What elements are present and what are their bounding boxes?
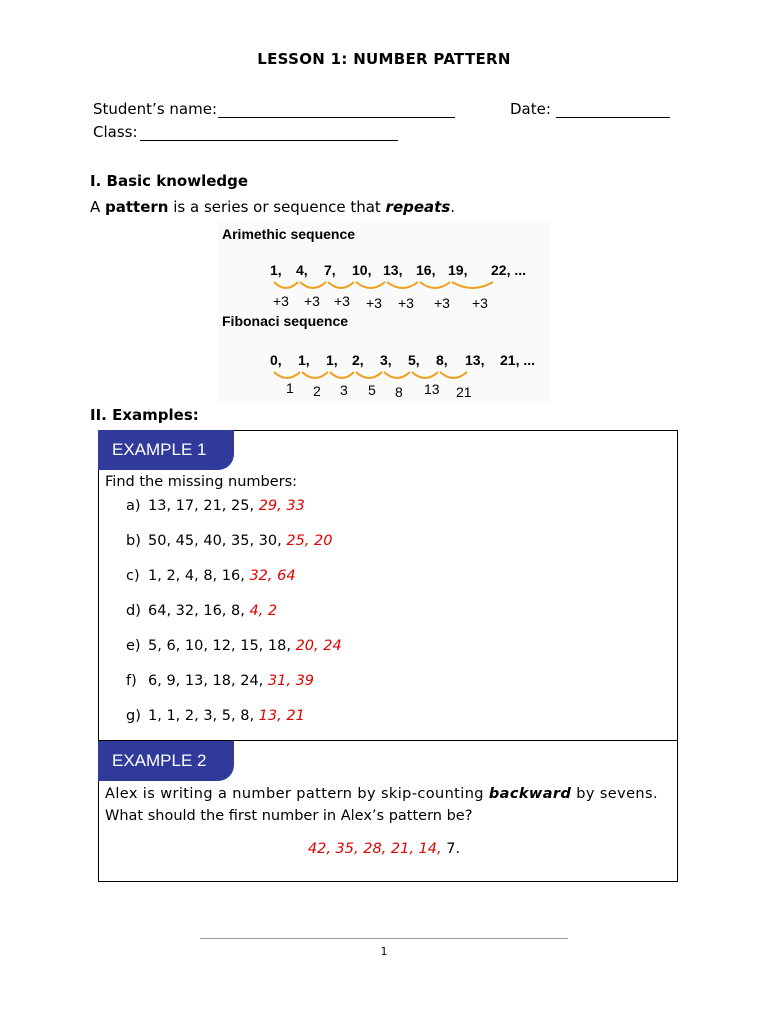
arith-number: 4,: [296, 262, 308, 278]
section1-heading: [90, 172, 248, 190]
sequence-arc: [452, 282, 493, 288]
arith-title: Arimethic sequence: [222, 226, 356, 242]
sequence-arc: [328, 282, 354, 288]
sequence-arc: [330, 372, 354, 378]
item-label: b): [126, 533, 141, 549]
def-end: .: [450, 198, 456, 216]
example1-item: [126, 638, 342, 654]
ex2-line1-b: by sevens.: [571, 786, 658, 802]
sequence-arc: [302, 372, 328, 378]
fib-step: 21: [456, 384, 472, 400]
fib-step: 2: [313, 383, 321, 399]
student-name-label: Student’s name:: [93, 100, 217, 118]
sequence-arc: [440, 372, 467, 378]
sequence-arc: [356, 372, 382, 378]
item-given: 50, 45, 40, 35, 30,: [148, 533, 287, 549]
sequence-figure: [218, 222, 550, 402]
def-mid: is a series or sequence that: [168, 198, 386, 216]
student-name-blank: [218, 117, 455, 118]
ex2-answer-end: 7.: [446, 841, 461, 857]
def-repeats: repeats: [385, 198, 451, 216]
fib-number: 5,: [408, 352, 420, 368]
arith-step: +3: [398, 295, 414, 311]
fib-step: 8: [395, 384, 403, 400]
fib-number: 1,: [326, 352, 338, 368]
sequence-arc: [420, 282, 450, 288]
item-given: 1, 1, 2, 3, 5, 8,: [148, 708, 259, 724]
item-answer: 31, 39: [267, 673, 315, 689]
item-given: 64, 32, 16, 8,: [148, 603, 250, 619]
arith-number: 1,: [270, 262, 282, 278]
item-label: c): [126, 568, 140, 584]
sequence-arc: [300, 282, 326, 288]
arith-number: 13,: [383, 262, 403, 278]
example1-banner: EXAMPLE 1: [98, 430, 234, 470]
ex2-line1-a: Alex is writing a number pattern by skip-counting: [105, 786, 489, 802]
section2-roman: II: [90, 406, 102, 424]
item-answer: 25, 20: [286, 533, 333, 549]
fib-step: 5: [368, 382, 376, 398]
example1-item: [126, 603, 277, 619]
fib-number: 8,: [436, 352, 448, 368]
class-label: Class:: [93, 123, 138, 141]
sequence-arc: [274, 282, 298, 288]
example1-item: [126, 568, 296, 584]
arith-step: +3: [434, 295, 450, 311]
item-answer: 13, 21: [258, 708, 305, 724]
sequence-arc: [387, 282, 418, 288]
arith-number: 22, ...: [491, 262, 527, 278]
fib-step: 13: [424, 381, 440, 397]
section2-heading: [90, 406, 199, 424]
example2-line2: What should the first number in Alex’s pattern be?: [105, 808, 473, 824]
page-title: LESSON 1: NUMBER PATTERN: [257, 50, 511, 68]
sequence-arcs: [218, 222, 550, 402]
fib-number: 13,: [465, 352, 485, 368]
example1-item: [126, 673, 314, 689]
sequence-arc: [412, 372, 438, 378]
pattern-definition: [90, 198, 455, 216]
class-blank: [140, 140, 398, 141]
sequence-arc: [356, 282, 385, 288]
arith-step: +3: [366, 295, 382, 311]
example1-item: [126, 708, 305, 724]
date-blank: [556, 117, 670, 118]
item-answer: 4, 2: [249, 603, 278, 619]
example2-banner: EXAMPLE 2: [98, 741, 234, 781]
item-given: 1, 2, 4, 8, 16,: [148, 568, 250, 584]
arith-number: 7,: [324, 262, 336, 278]
ex2-line1-bold: backward: [488, 786, 572, 802]
example1-item: [126, 498, 305, 514]
fib-number: 1,: [298, 352, 310, 368]
arith-number: 10,: [352, 262, 372, 278]
fib-number: 3,: [380, 352, 392, 368]
example1-item: [126, 533, 332, 549]
fib-title: Fibonaci sequence: [222, 313, 349, 329]
fib-number: 21, ...: [500, 352, 536, 368]
arith-step: +3: [273, 293, 289, 309]
item-label: f): [126, 673, 137, 689]
date-label: Date:: [510, 100, 551, 118]
sequence-arc: [384, 372, 410, 378]
example1-prompt: Find the missing numbers:: [105, 474, 298, 490]
arith-step: +3: [334, 293, 350, 309]
fib-number: 2,: [352, 352, 364, 368]
ex2-answer-red: 42, 35, 28, 21, 14,: [307, 841, 447, 857]
arith-step: +3: [472, 295, 488, 311]
arith-step: +3: [304, 293, 320, 309]
item-answer: 20, 24: [295, 638, 342, 654]
section1-roman: I: [90, 172, 96, 190]
item-label: g): [126, 708, 141, 724]
item-given: 6, 9, 13, 18, 24,: [148, 673, 268, 689]
example2-line1: [105, 786, 675, 802]
section2-heading-text: . Examples:: [101, 406, 199, 424]
item-label: a): [126, 498, 141, 514]
footer-line: [200, 938, 568, 939]
item-given: 5, 6, 10, 12, 15, 18,: [148, 638, 296, 654]
item-label: d): [126, 603, 141, 619]
item-given: 13, 17, 21, 25,: [148, 498, 259, 514]
page-number: 1: [380, 945, 388, 958]
section1-heading-text: . Basic knowledge: [95, 172, 249, 190]
fib-step: 1: [286, 380, 294, 396]
sequence-arc: [274, 372, 300, 378]
def-pattern: pattern: [105, 198, 169, 216]
arith-number: 19,: [448, 262, 468, 278]
example2-answer: [0, 841, 768, 857]
item-answer: 29, 33: [258, 498, 305, 514]
fib-step: 3: [340, 382, 348, 398]
def-a: A: [90, 198, 106, 216]
item-label: e): [126, 638, 141, 654]
fib-number: 0,: [270, 352, 282, 368]
item-answer: 32, 64: [249, 568, 296, 584]
arith-number: 16,: [416, 262, 436, 278]
